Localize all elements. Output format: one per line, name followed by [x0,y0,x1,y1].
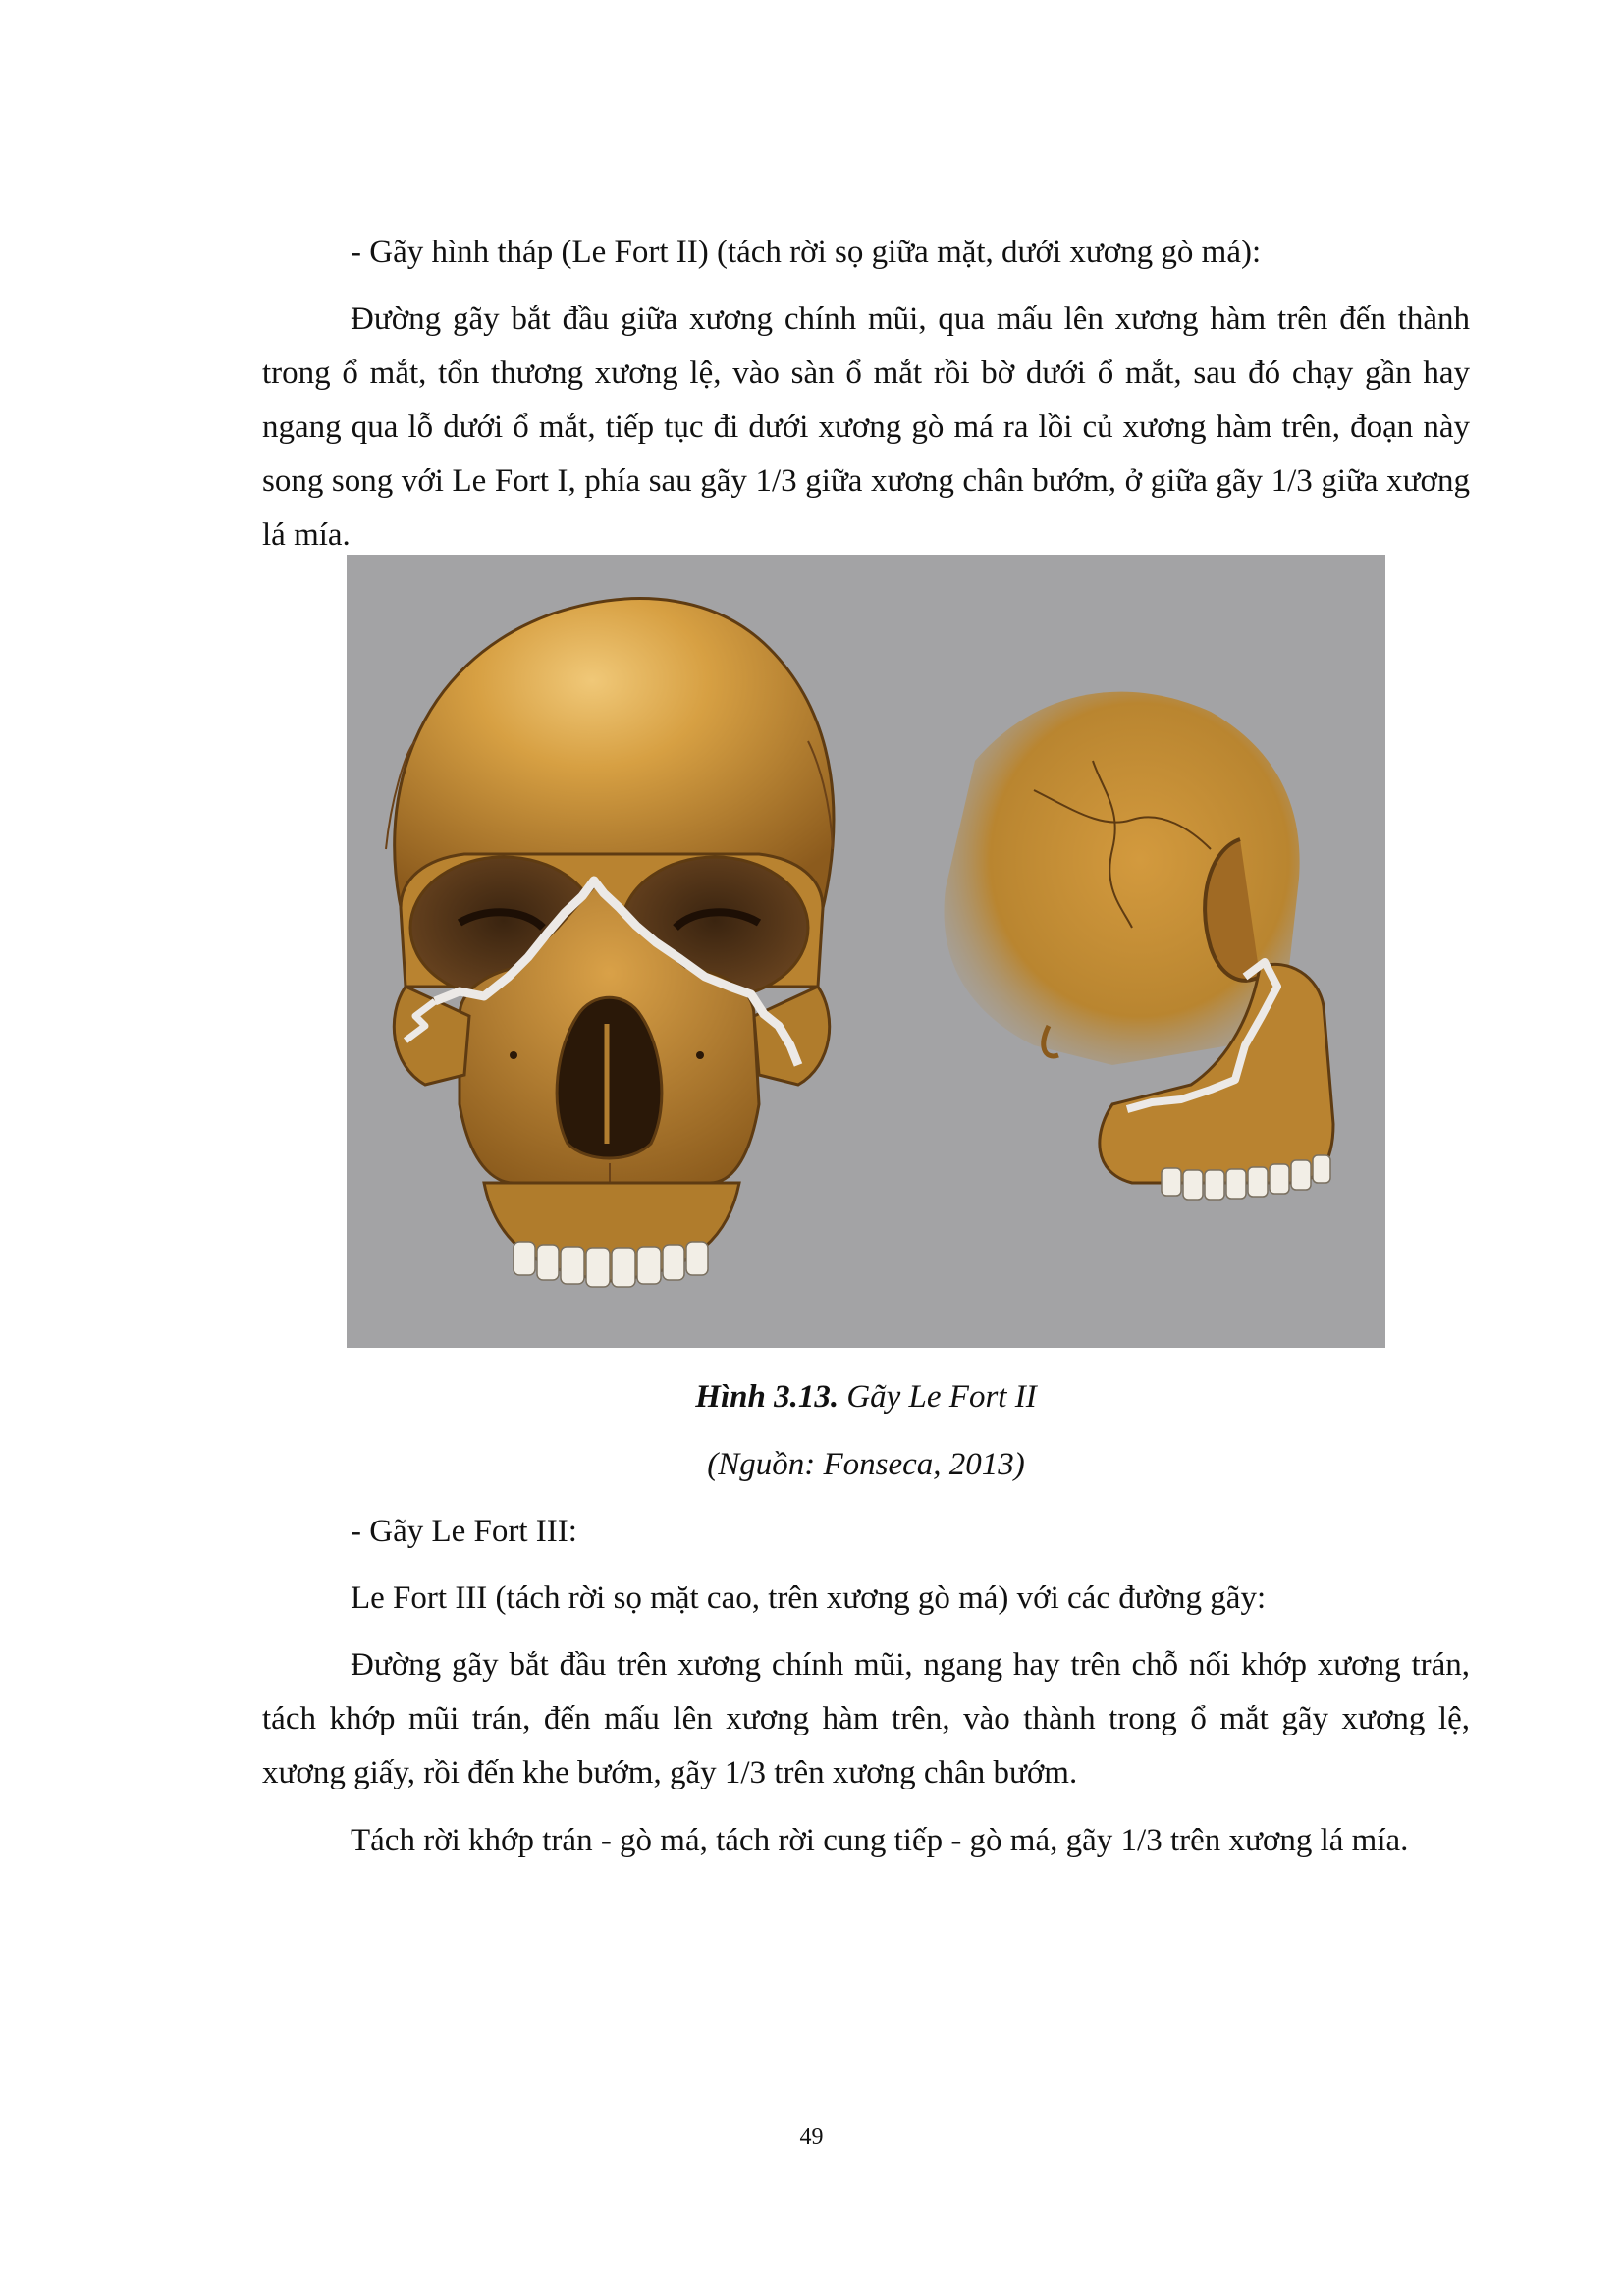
le-fort-3-paragraph-2: Tách rời khớp trán - gò má, tách rời cung tiếp - gò má, gãy 1/3 trên xương lá mía. [351,1823,1409,1858]
page-number: 49 [799,2124,824,2150]
le-fort-2-skull-illustration [347,555,1385,1348]
figure-source: (Nguồn: Fonseca, 2013) [707,1447,1025,1482]
le-fort-2-description: Đường gãy bắt đầu giữa xương chính mũi, qua mấu lên xương hàm trên đến thành trong ổ mắt, tổn thương xương lệ, vào sàn ổ mắt rồi bờ dưới ổ mắt, sau đó chạy gần hay ngang qua lỗ dưới ổ mắt, tiếp tục đi dưới xương gò má ra lồi củ xương hàm trên, đoạn này song song với Le Fort I, phía sau gãy 1/3 giữa xương chân bướm, ở giữa gãy 1/3 giữa xương lá mía. [262,301,1470,553]
le-fort-3-heading: - Gãy Le Fort III: [351,1514,577,1549]
figure-label: Hình 3.13. [695,1379,839,1415]
skull-side-view [944,692,1333,1200]
le-fort-3-intro: Le Fort III (tách rời sọ mặt cao, trên xương gò má) với các đường gãy: [351,1580,1267,1616]
le-fort-2-heading: - Gãy hình tháp (Le Fort II) (tách rời sọ giữa mặt, dưới xương gò má): [351,235,1262,270]
skull-front-view [386,599,834,1287]
figure-title: Gãy Le Fort II [846,1379,1037,1415]
le-fort-3-paragraph-1: Đường gãy bắt đầu trên xương chính mũi, ngang hay trên chỗ nối khớp xương trán, tách khớp mũi trán, đến mấu lên xương hàm trên, vào thành trong ổ mắt gãy xương lệ, xương giấy, rồi đến khe bướm, gãy 1/3 trên xương chân bướm. [262,1647,1470,1790]
figure-caption [262,1370,1470,1424]
